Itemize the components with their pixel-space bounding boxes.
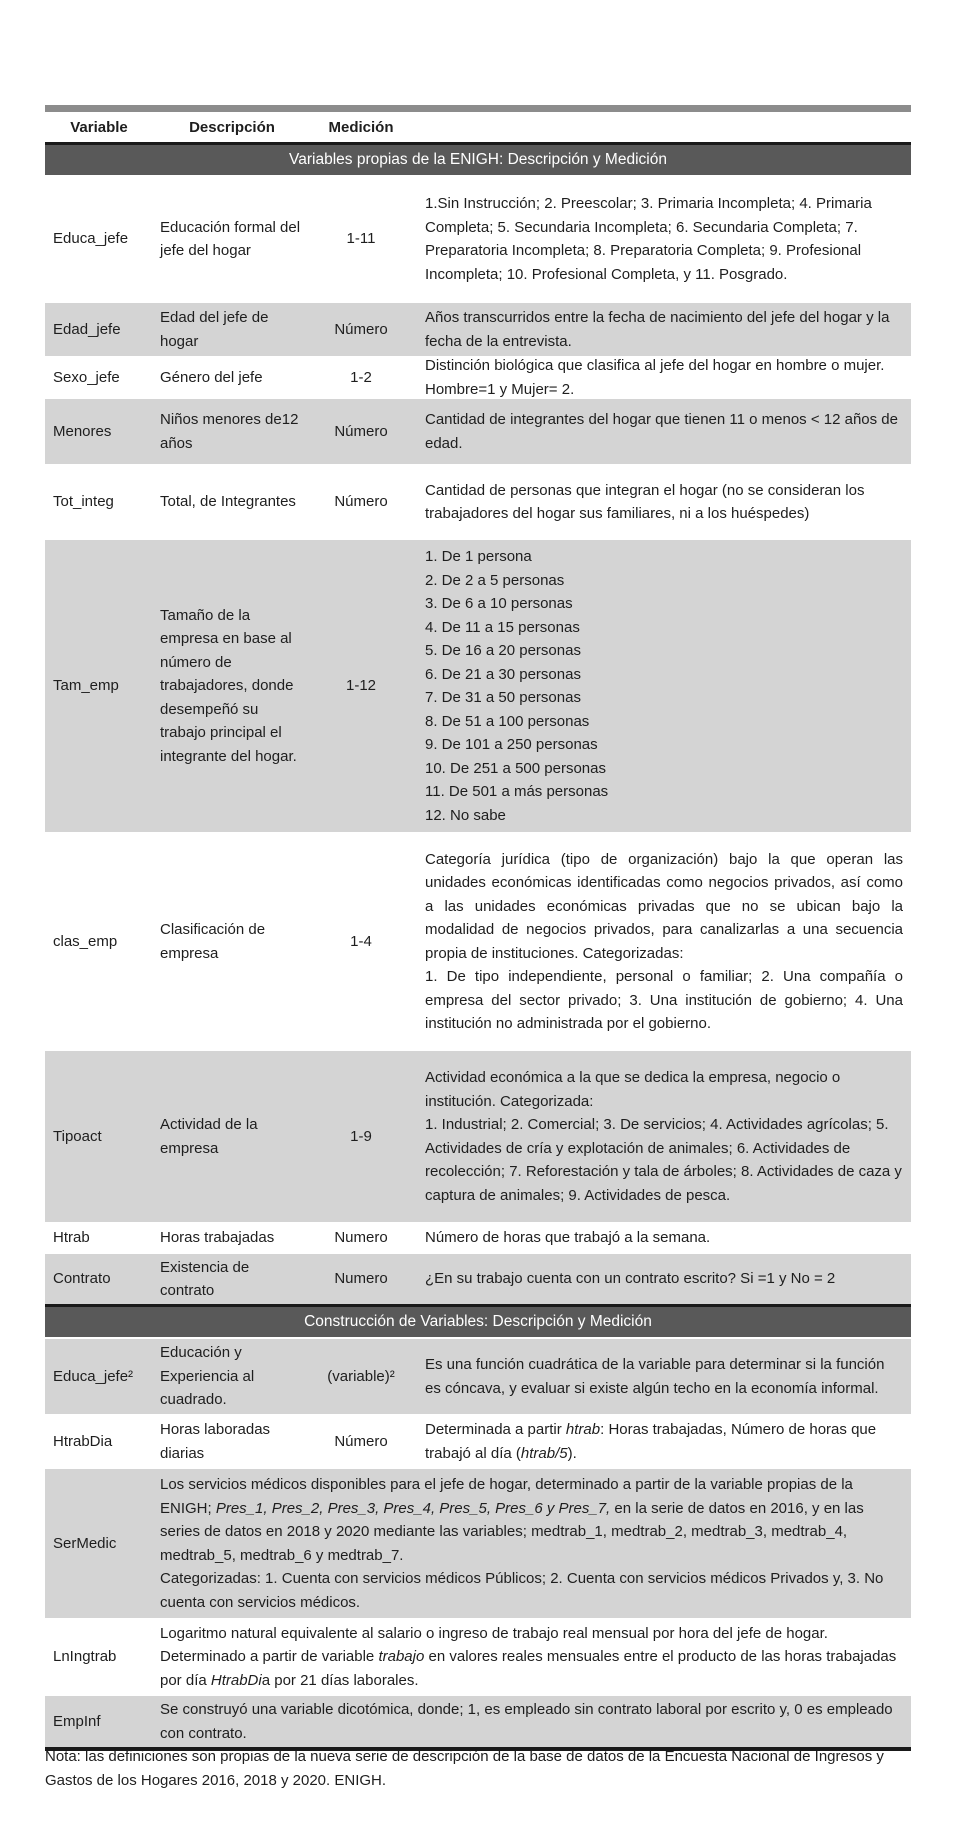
table-note: Nota: las definiciones son propias de la nueva serie de descripción de la base de datos de la Encuesta Nacional de Ingresos y Gastos de los Hogares 2016, 2018 y 2020. ENIGH. bbox=[45, 1748, 884, 1789]
table-header bbox=[45, 112, 911, 145]
detalle-em-htrabdia: HtrabDi bbox=[210, 1671, 262, 1689]
detalle-pre: Determinada a partir bbox=[425, 1421, 566, 1438]
detalle-categorias: 1. Industrial; 2. Comercial; 3. De servicios; 4. Actividades agrícolas; 5. Actividades de cría y explotación de animales; 6. Actividades de recolección; 7. Reforestación y tala de árboles; 8. Actividades de caza y captura de animales; 9. Actividades de pesca. bbox=[425, 1116, 902, 1204]
cell-descripcion: Clasificación de empresa bbox=[160, 921, 266, 962]
list-item: 7. De 31 a 50 personas bbox=[425, 689, 581, 706]
cell-descripcion: Existencia de contrato bbox=[160, 1258, 250, 1299]
section-band-construccion: Construcción de Variables: Descripción y Medición bbox=[45, 1304, 911, 1337]
list-item: 10. De 251 a 500 personas bbox=[425, 759, 606, 777]
cell-medicion: 1-11 bbox=[346, 230, 376, 248]
cell-variable: Tam_emp bbox=[53, 677, 119, 695]
cell-medicion: Número bbox=[334, 1432, 388, 1450]
cell-descripcion: Niños menores de12 años bbox=[160, 411, 299, 452]
cell-variable: Edad_jefe bbox=[53, 320, 121, 338]
cell-detalle: Cantidad de integrantes del hogar que tienen 11 o menos < 12 años de edad. bbox=[425, 411, 898, 452]
cell-detalle: Distinción biológica que clasifica al jefe del hogar en hombre o mujer. Hombre=1 y Mujer= 2. bbox=[425, 357, 885, 398]
table-row bbox=[45, 1049, 911, 1222]
list-item: 9. De 101 a 250 personas bbox=[425, 736, 598, 753]
table-row bbox=[45, 538, 911, 832]
table-row bbox=[45, 1467, 911, 1618]
header-medicion: Medición bbox=[328, 118, 394, 136]
list-item: 5. De 16 a 20 personas bbox=[425, 642, 581, 659]
cell-medicion: 1-9 bbox=[350, 1127, 372, 1145]
cell-variable: Educa_jefe² bbox=[53, 1367, 134, 1385]
detalle-mid: en valores reales mensuales entre el producto de las horas trabajadas por día bbox=[160, 1648, 897, 1689]
list-item: 4. De 11 a 15 personas bbox=[425, 618, 580, 636]
cell-descripcion: Educación y Experiencia al cuadrado. bbox=[160, 1344, 255, 1409]
cell-variable: Menores bbox=[53, 422, 112, 440]
cell-variable: LnIngtrab bbox=[53, 1648, 117, 1666]
cell-variable: SerMedic bbox=[53, 1534, 117, 1552]
detalle-em-htrab: htrab bbox=[565, 1421, 601, 1438]
cell-variable: Contrato bbox=[53, 1270, 111, 1288]
cell-medicion: (variable)² bbox=[327, 1367, 395, 1385]
cell-descripcion: Educación formal del jefe del hogar bbox=[160, 218, 301, 259]
table-row bbox=[45, 1252, 911, 1304]
cell-descripcion: Horas trabajadas bbox=[160, 1229, 275, 1247]
table-row bbox=[45, 832, 911, 1049]
cell-medicion: 1-2 bbox=[350, 368, 372, 386]
list-item: 1. De 1 persona bbox=[425, 548, 532, 565]
table-row bbox=[45, 1222, 911, 1252]
cell-variable: clas_emp bbox=[53, 932, 118, 950]
cell-medicion: Numero bbox=[334, 1229, 388, 1247]
cell-detalle: Años transcurridos entre la fecha de nacimiento del jefe del hogar y la fecha de la entrevista. bbox=[425, 309, 890, 350]
cell-descripcion: Actividad de la empresa bbox=[160, 1116, 258, 1157]
cell-variable: Educa_jefe bbox=[53, 230, 129, 248]
detalle-post: ). bbox=[567, 1444, 577, 1462]
cell-detalle: 1.Sin Instrucción; 2. Preescolar; 3. Primaria Incompleta; 4. Primaria Completa; 5. Secundaria Incompleta; 6. Secundaria Completa; 7. Preparatoria Incompleta; 8. Preparatoria Completa; 9. Profesional Incompleta; 10. Profesional Completa, y 11. Posgrado. bbox=[425, 195, 872, 283]
table-row bbox=[45, 1618, 911, 1694]
table-row bbox=[45, 1414, 911, 1467]
detalle-em-pres: Pres_1, Pres_2, Pres_3, Pres_4, Pres_5, Pres_6 y Pres_7, bbox=[215, 1499, 611, 1517]
detalle-post: en la serie de datos en 2016, y en las series de datos en 2018 y 2020 mediante las variables; medtrab_1, medtrab_2, medtrab_3, medtrab_4, medtrab_5, medtrab_6 y medtrab_7. bbox=[160, 1499, 864, 1564]
table-row bbox=[45, 397, 911, 464]
list-item: 3. De 6 a 10 personas bbox=[425, 595, 573, 612]
detalle-categorias: Categorizadas: 1. Cuenta con servicios médicos Públicos; 2. Cuenta con servicios médicos Privados y, 3. No cuenta con servicios médicos. bbox=[160, 1570, 884, 1611]
cell-medicion: Numero bbox=[334, 1270, 388, 1288]
detalle-pre: Los servicios médicos disponibles para el jefe de hogar, determinado a partir de la variable propias de la ENIGH; bbox=[160, 1476, 853, 1517]
list-item: 6. De 21 a 30 personas bbox=[425, 665, 581, 683]
cell-detalle bbox=[411, 848, 911, 1036]
cell-variable: Htrab bbox=[53, 1229, 90, 1247]
cell-detalle bbox=[411, 1418, 911, 1465]
cell-medicion: Número bbox=[334, 320, 388, 338]
list-item: 12. No sabe bbox=[425, 806, 506, 824]
table-row bbox=[45, 356, 911, 397]
table-row bbox=[45, 1337, 911, 1414]
detalle-text: Actividad económica a la que se dedica la empresa, negocio o institución. Categorizada: bbox=[425, 1069, 841, 1110]
cell-medicion: 1-4 bbox=[350, 932, 372, 950]
cell-medicion: Número bbox=[334, 422, 388, 440]
detalle-post: a por 21 días laborales. bbox=[261, 1671, 419, 1689]
cell-variable: EmpInf bbox=[53, 1712, 101, 1730]
table-row bbox=[45, 1694, 911, 1747]
detalle-mid: : Horas trabajadas, Número de horas que trabajó al día ( bbox=[425, 1421, 877, 1462]
list-item: 8. De 51 a 100 personas bbox=[425, 712, 590, 730]
cell-detalle: Se construyó una variable dicotómica, donde; 1, es empleado sin contrato laboral por escrito y, 0 es empleado con contrato. bbox=[160, 1701, 893, 1742]
cell-descripcion: Género del jefe bbox=[160, 368, 263, 386]
cell-variable: Tipoact bbox=[53, 1127, 102, 1145]
section-band-enigh: Variables propias de la ENIGH: Descripción y Medición bbox=[45, 145, 911, 175]
cell-variable: Sexo_jefe bbox=[53, 368, 120, 386]
header-variable: Variable bbox=[70, 118, 128, 136]
cell-variable: Tot_integ bbox=[53, 493, 114, 511]
list-item: 11. De 501 a más personas bbox=[425, 783, 609, 800]
cell-detalle bbox=[153, 1622, 911, 1693]
cell-medicion: Número bbox=[334, 493, 388, 511]
detalle-categorias: 1. De tipo independiente, personal o familiar; 2. Una compañía o empresa del sector privado; 3. Una institución de gobierno; 4. Una institución no administrada por el gobierno. bbox=[425, 968, 903, 1032]
list-item: 2. De 2 a 5 personas bbox=[425, 571, 565, 589]
detalle-em-trabajo: trabajo bbox=[378, 1648, 425, 1666]
table-row bbox=[45, 301, 911, 356]
cell-detalle: Número de horas que trabajó a la semana. bbox=[425, 1229, 711, 1247]
cell-detalle: Cantidad de personas que integran el hogar (no se consideran los trabajadores del hogar sus familiares, ni a los huéspedes) bbox=[425, 481, 865, 522]
cell-detalle bbox=[153, 1473, 911, 1614]
cell-variable: HtrabDia bbox=[53, 1432, 113, 1450]
detalle-text: Categoría jurídica (tipo de organización) bajo la que operan las unidades económicas identificadas como negocios privados, así como a las unidades económicas privadas que no se ubican bajo la modalidad de negocios privados, para canalizarlas a una secuencia propia de instituciones. Categorizadas: bbox=[425, 850, 903, 962]
detalle-pre: Logaritmo natural equivalente al salario o ingreso de trabajo real mensual por hora del jefe de hogar. Determinado a partir de variable bbox=[160, 1624, 828, 1666]
top-rule bbox=[45, 105, 911, 112]
variables-table bbox=[45, 105, 911, 1751]
cell-detalle bbox=[411, 1066, 911, 1207]
cell-descripcion: Total, de Integrantes bbox=[160, 493, 296, 511]
cell-medicion: 1-12 bbox=[345, 677, 377, 695]
cell-detalle: ¿En su trabajo cuenta con un contrato escrito? Si =1 y No = 2 bbox=[425, 1270, 836, 1288]
cell-detalle: Es una función cuadrática de la variable para determinar si la función es cóncava, y evaluar si existe algún techo en la economía informal. bbox=[425, 1356, 885, 1397]
cell-detalle-list bbox=[411, 545, 911, 827]
table-row bbox=[45, 464, 911, 538]
cell-descripcion: Edad del jefe de hogar bbox=[160, 309, 269, 350]
cell-descripcion: Tamaño de la empresa en base al número de trabajadores, donde desempeñó su trabajo principal el integrante del hogar. bbox=[160, 606, 297, 765]
header-descripcion: Descripción bbox=[189, 118, 275, 136]
cell-descripcion: Horas laboradas diarias bbox=[160, 1421, 271, 1462]
table-row bbox=[45, 175, 911, 301]
detalle-em-formula: htrab/5 bbox=[520, 1444, 568, 1462]
